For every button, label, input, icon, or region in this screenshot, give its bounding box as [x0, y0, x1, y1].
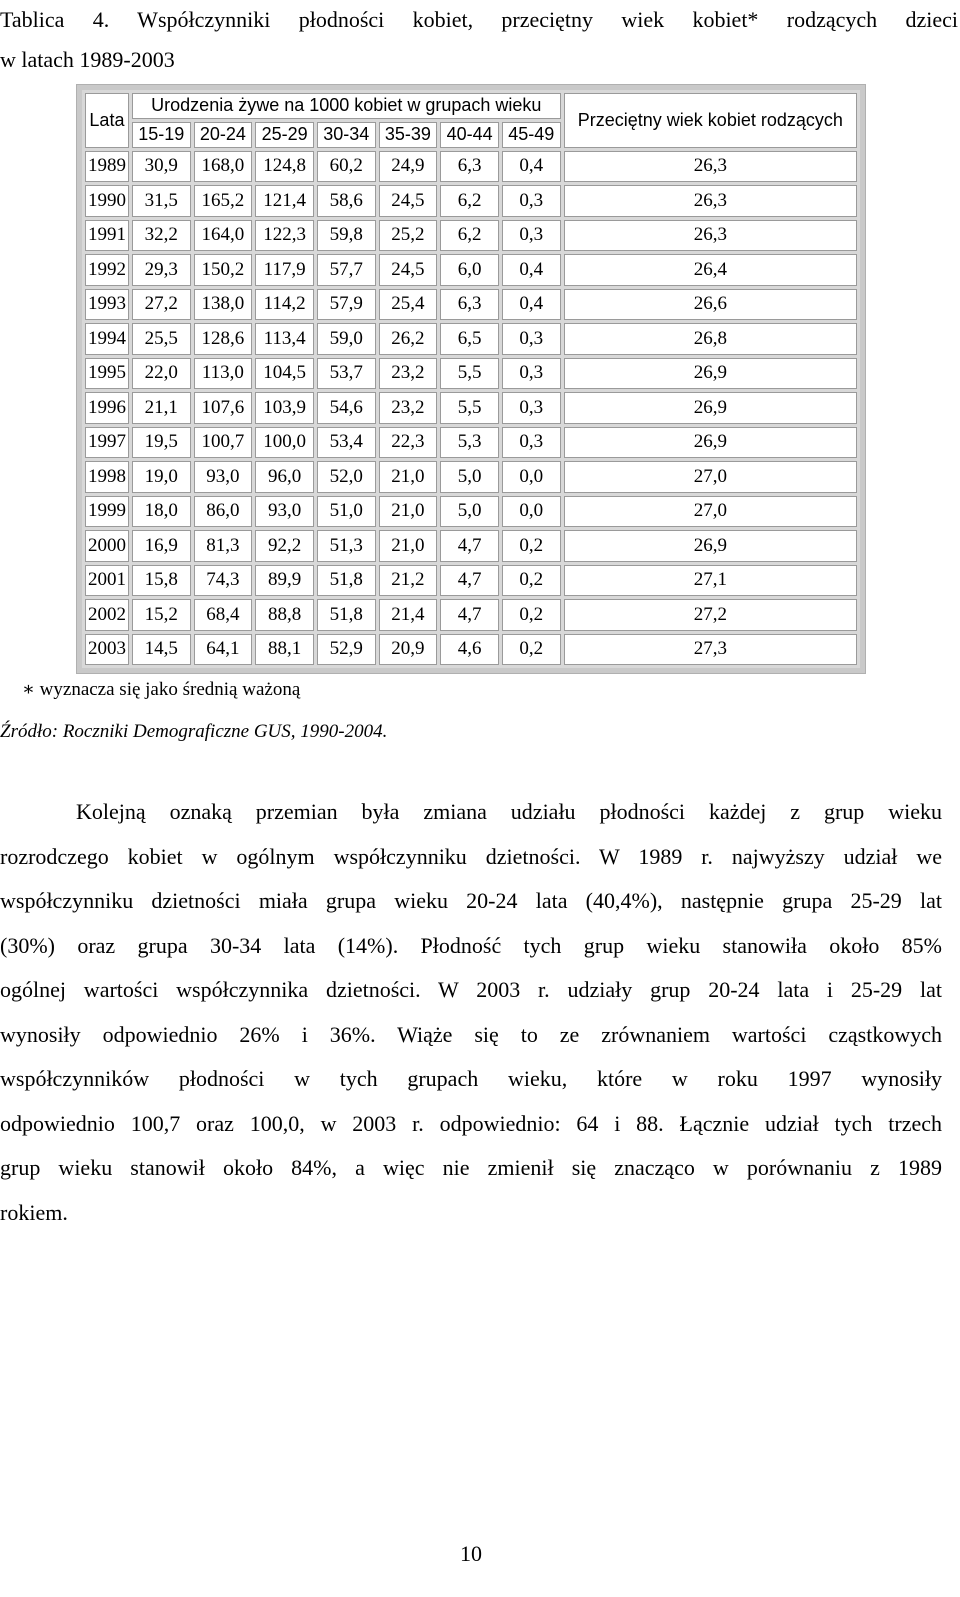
table-row [85, 427, 857, 458]
fertility-value-cell: 164,0 [194, 220, 253, 251]
fertility-value-cell: 0,2 [502, 634, 561, 666]
fertility-value-cell: 14,5 [132, 634, 191, 666]
fertility-value-cell: 5,5 [440, 358, 499, 389]
average-age-cell: 27,2 [564, 599, 857, 630]
fertility-value-cell: 23,2 [379, 358, 438, 389]
fertility-value-cell: 0,0 [502, 461, 561, 492]
fertility-value-cell: 26,2 [379, 323, 438, 354]
year-cell: 1994 [85, 323, 129, 354]
fertility-value-cell: 5,0 [440, 496, 499, 527]
fertility-value-cell: 81,3 [194, 530, 253, 561]
fertility-value-cell: 0,4 [502, 151, 561, 182]
header-age-group: 40-44 [440, 122, 499, 148]
fertility-value-cell: 93,0 [194, 461, 253, 492]
fertility-value-cell: 88,8 [255, 599, 314, 630]
table-caption [0, 0, 958, 80]
fertility-value-cell: 165,2 [194, 185, 253, 216]
fertility-value-cell: 51,3 [317, 530, 376, 561]
fertility-value-cell: 51,8 [317, 599, 376, 630]
fertility-value-cell: 25,2 [379, 220, 438, 251]
fertility-value-cell: 0,2 [502, 530, 561, 561]
paragraph-line: rokiem. [0, 1199, 68, 1225]
fertility-value-cell: 21,2 [379, 565, 438, 596]
fertility-value-cell: 15,8 [132, 565, 191, 596]
average-age-cell: 26,6 [564, 289, 857, 320]
table-row [85, 254, 857, 285]
fertility-value-cell: 30,9 [132, 151, 191, 182]
fertility-value-cell: 60,2 [317, 151, 376, 182]
fertility-value-cell: 21,1 [132, 392, 191, 423]
fertility-value-cell: 104,5 [255, 358, 314, 389]
fertility-value-cell: 25,4 [379, 289, 438, 320]
table-row [85, 151, 857, 182]
page-number: 10 [460, 1541, 482, 1566]
year-cell: 1990 [85, 185, 129, 216]
year-cell: 1993 [85, 289, 129, 320]
year-cell: 1995 [85, 358, 129, 389]
fertility-value-cell: 92,2 [255, 530, 314, 561]
fertility-value-cell: 6,2 [440, 220, 499, 251]
table-row [85, 599, 857, 630]
year-cell: 1996 [85, 392, 129, 423]
header-age-group: 15-19 [132, 122, 191, 148]
fertility-value-cell: 54,6 [317, 392, 376, 423]
average-age-cell: 26,8 [564, 323, 857, 354]
fertility-value-cell: 27,2 [132, 289, 191, 320]
fertility-value-cell: 32,2 [132, 220, 191, 251]
fertility-value-cell: 0,2 [502, 599, 561, 630]
average-age-cell: 26,9 [564, 530, 857, 561]
fertility-value-cell: 0,3 [502, 392, 561, 423]
average-age-cell: 27,3 [564, 634, 857, 666]
fertility-value-cell: 103,9 [255, 392, 314, 423]
header-years: Lata [85, 93, 129, 148]
fertility-value-cell: 59,0 [317, 323, 376, 354]
table-row [85, 220, 857, 251]
average-age-cell: 27,0 [564, 496, 857, 527]
fertility-value-cell: 58,6 [317, 185, 376, 216]
table-row [85, 289, 857, 320]
paragraph-line: grup wieku stanowił około 84%, a więc nie zmienił się znacząco w porównaniu z 1989 [0, 1155, 942, 1180]
fertility-value-cell: 6,0 [440, 254, 499, 285]
paragraph-line: Kolejną oznaką przemian była zmiana udziału płodności każdej z grup wieku [76, 799, 942, 824]
fertility-value-cell: 51,8 [317, 565, 376, 596]
average-age-cell: 26,3 [564, 220, 857, 251]
fertility-value-cell: 5,3 [440, 427, 499, 458]
fertility-value-cell: 24,5 [379, 185, 438, 216]
fertility-value-cell: 53,4 [317, 427, 376, 458]
fertility-value-cell: 68,4 [194, 599, 253, 630]
table-row [85, 634, 857, 666]
fertility-value-cell: 18,0 [132, 496, 191, 527]
fertility-value-cell: 22,0 [132, 358, 191, 389]
year-cell: 2003 [85, 634, 129, 666]
year-cell: 2001 [85, 565, 129, 596]
fertility-value-cell: 0,3 [502, 427, 561, 458]
year-cell: 2002 [85, 599, 129, 630]
fertility-value-cell: 117,9 [255, 254, 314, 285]
year-cell: 1997 [85, 427, 129, 458]
fertility-value-cell: 168,0 [194, 151, 253, 182]
fertility-value-cell: 5,5 [440, 392, 499, 423]
caption-line-2: w latach 1989-2003 [0, 47, 175, 72]
fertility-value-cell: 100,0 [255, 427, 314, 458]
fertility-value-cell: 31,5 [132, 185, 191, 216]
source-note: Źródło: Roczniki Demograficzne GUS, 1990-2004. [0, 721, 388, 742]
fertility-value-cell: 25,5 [132, 323, 191, 354]
year-cell: 1991 [85, 220, 129, 251]
fertility-value-cell: 21,4 [379, 599, 438, 630]
average-age-cell: 26,4 [564, 254, 857, 285]
header-age-group: 45-49 [502, 122, 561, 148]
header-age-group: 25-29 [255, 122, 314, 148]
fertility-value-cell: 29,3 [132, 254, 191, 285]
fertility-value-cell: 6,3 [440, 151, 499, 182]
fertility-value-cell: 124,8 [255, 151, 314, 182]
fertility-value-cell: 15,2 [132, 599, 191, 630]
fertility-value-cell: 114,2 [255, 289, 314, 320]
year-cell: 1992 [85, 254, 129, 285]
fertility-value-cell: 100,7 [194, 427, 253, 458]
paragraph-line: (30%) oraz grupa 30-34 lata (14%). Płodność tych grup wieku stanowiła około 85% [0, 932, 942, 958]
fertility-value-cell: 4,7 [440, 565, 499, 596]
header-age-group: 35-39 [379, 122, 438, 148]
table-header-row [85, 93, 857, 119]
fertility-value-cell: 22,3 [379, 427, 438, 458]
fertility-value-cell: 0,4 [502, 289, 561, 320]
year-cell: 1998 [85, 461, 129, 492]
table-row [85, 565, 857, 596]
paragraph-line: wynosiły odpowiednio 26% i 36%. Wiąże się to ze zrównaniem wartości cząstkowych [0, 1021, 942, 1047]
average-age-cell: 26,3 [564, 185, 857, 216]
table-row [85, 461, 857, 492]
fertility-value-cell: 5,0 [440, 461, 499, 492]
fertility-value-cell: 0,3 [502, 185, 561, 216]
fertility-value-cell: 0,3 [502, 358, 561, 389]
fertility-value-cell: 128,6 [194, 323, 253, 354]
fertility-value-cell: 64,1 [194, 634, 253, 666]
fertility-value-cell: 4,7 [440, 599, 499, 630]
year-cell: 1999 [85, 496, 129, 527]
table-row [85, 185, 857, 216]
paragraph-line: ogólnej wartości współczynnika dzietności. W 2003 r. udziały grup 20-24 lata i 25-29 lat [0, 977, 942, 1002]
year-cell: 2000 [85, 530, 129, 561]
fertility-value-cell: 6,2 [440, 185, 499, 216]
average-age-cell: 26,9 [564, 392, 857, 423]
fertility-value-cell: 24,9 [379, 151, 438, 182]
fertility-value-cell: 107,6 [194, 392, 253, 423]
fertility-value-cell: 0,2 [502, 565, 561, 596]
paragraph-line: współczynniku dzietności miała grupa wieku 20-24 lata (40,4%), następnie grupa 25-29 lat [0, 888, 942, 913]
year-cell: 1989 [85, 151, 129, 182]
body-paragraph [0, 790, 942, 1235]
table-row [85, 323, 857, 354]
fertility-value-cell: 6,5 [440, 323, 499, 354]
caption-line-1: Tablica 4. Współczynniki płodności kobiet, przeciętny wiek kobiet* rodzących dzieci [0, 7, 958, 32]
fertility-value-cell: 19,0 [132, 461, 191, 492]
table-row [85, 496, 857, 527]
paragraph-line: rozrodczego kobiet w ogólnym współczynniku dzietności. W 1989 r. najwyższy udział we [0, 843, 942, 869]
fertility-value-cell: 113,0 [194, 358, 253, 389]
fertility-value-cell: 4,6 [440, 634, 499, 666]
fertility-value-cell: 121,4 [255, 185, 314, 216]
fertility-value-cell: 16,9 [132, 530, 191, 561]
fertility-value-cell: 52,0 [317, 461, 376, 492]
table-row [85, 358, 857, 389]
header-age-group: 30-34 [317, 122, 376, 148]
header-age-groups-title: Urodzenia żywe na 1000 kobiet w grupach wieku [132, 93, 561, 119]
fertility-value-cell: 74,3 [194, 565, 253, 596]
fertility-value-cell: 52,9 [317, 634, 376, 666]
fertility-value-cell: 0,4 [502, 254, 561, 285]
fertility-value-cell: 51,0 [317, 496, 376, 527]
average-age-cell: 26,9 [564, 358, 857, 389]
paragraph-line: współczynników płodności w tych grupach wieku, które w roku 1997 wynosiły [0, 1066, 942, 1091]
fertility-value-cell: 19,5 [132, 427, 191, 458]
fertility-value-cell: 4,7 [440, 530, 499, 561]
fertility-value-cell: 6,3 [440, 289, 499, 320]
fertility-value-cell: 23,2 [379, 392, 438, 423]
fertility-value-cell: 24,5 [379, 254, 438, 285]
fertility-value-cell: 86,0 [194, 496, 253, 527]
fertility-value-cell: 21,0 [379, 530, 438, 561]
fertility-value-cell: 150,2 [194, 254, 253, 285]
fertility-value-cell: 0,0 [502, 496, 561, 527]
fertility-value-cell: 20,9 [379, 634, 438, 666]
header-age-group: 20-24 [194, 122, 253, 148]
fertility-value-cell: 59,8 [317, 220, 376, 251]
fertility-value-cell: 0,3 [502, 323, 561, 354]
fertility-value-cell: 89,9 [255, 565, 314, 596]
fertility-value-cell: 113,4 [255, 323, 314, 354]
paragraph-line: odpowiednio 100,7 oraz 100,0, w 2003 r. odpowiednio: 64 i 88. Łącznie udział tych trzech [0, 1110, 942, 1136]
fertility-value-cell: 88,1 [255, 634, 314, 666]
fertility-value-cell: 122,3 [255, 220, 314, 251]
footnote: ∗ wyznacza się jako średnią ważoną [22, 679, 301, 700]
table-row [85, 530, 857, 561]
fertility-table-frame [76, 84, 866, 674]
fertility-value-cell: 138,0 [194, 289, 253, 320]
fertility-value-cell: 57,7 [317, 254, 376, 285]
average-age-cell: 27,0 [564, 461, 857, 492]
header-average-age: Przeciętny wiek kobiet rodzących [564, 93, 857, 148]
fertility-value-cell: 0,3 [502, 220, 561, 251]
average-age-cell: 27,1 [564, 565, 857, 596]
fertility-table [82, 90, 860, 668]
fertility-value-cell: 21,0 [379, 496, 438, 527]
fertility-value-cell: 53,7 [317, 358, 376, 389]
fertility-value-cell: 96,0 [255, 461, 314, 492]
fertility-value-cell: 93,0 [255, 496, 314, 527]
fertility-value-cell: 57,9 [317, 289, 376, 320]
fertility-value-cell: 21,0 [379, 461, 438, 492]
average-age-cell: 26,9 [564, 427, 857, 458]
average-age-cell: 26,3 [564, 151, 857, 182]
table-row [85, 392, 857, 423]
